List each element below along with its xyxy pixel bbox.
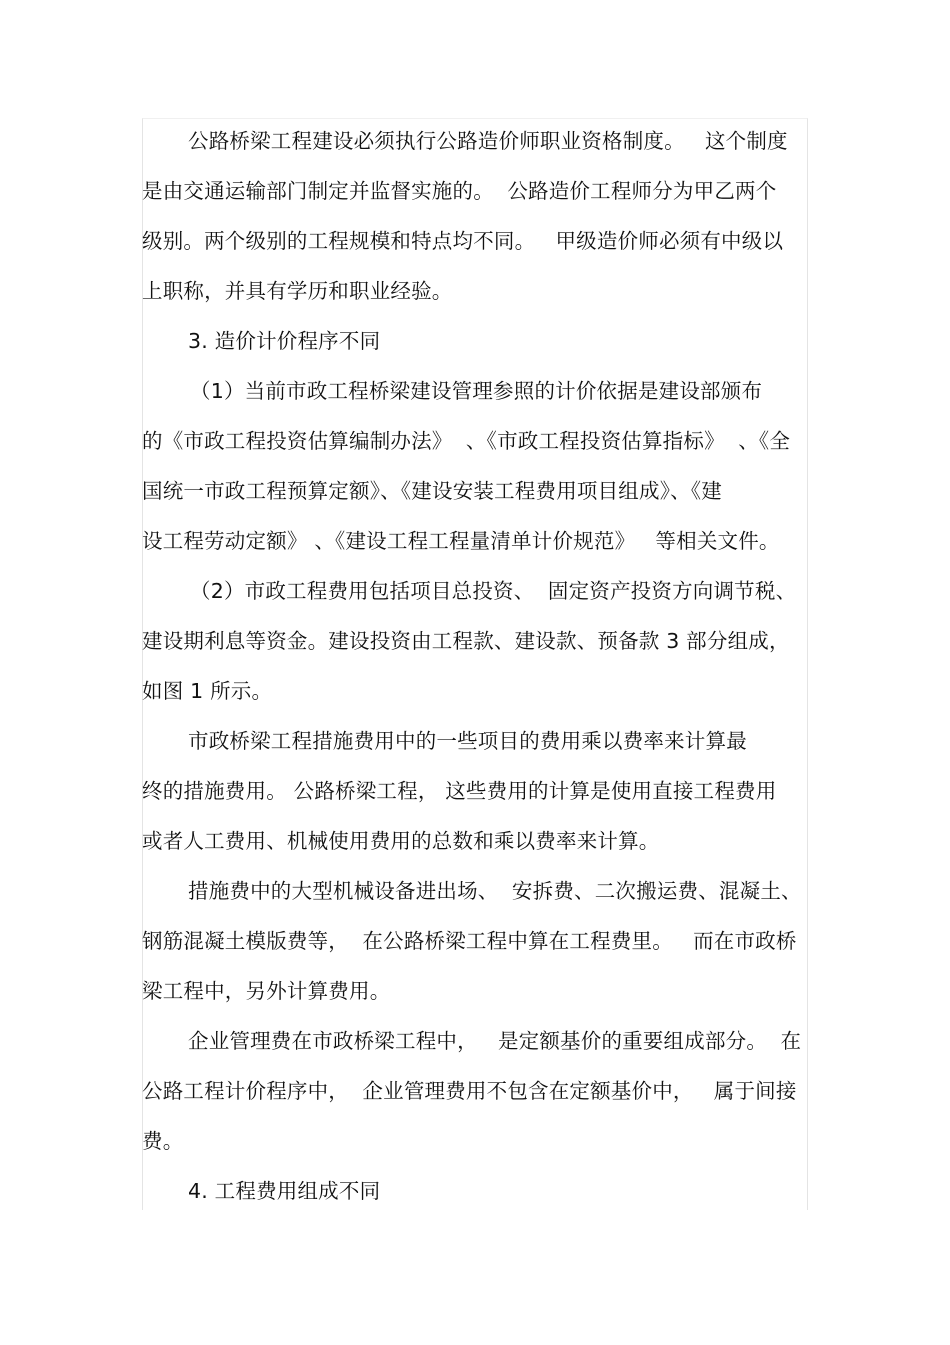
paragraph-line: 市政桥梁工程措施费用中的一些项目的费用乘以费率来计算最 <box>188 729 747 753</box>
paragraph-line: （2）市政工程费用包括项目总投资、 固定资产投资方向调节税、 <box>190 579 797 603</box>
paragraph-line: 终的措施费用。 公路桥梁工程， 这些费用的计算是使用直接工程费用 <box>142 779 777 803</box>
paragraph-line: 或者人工费用、机械使用费用的总数和乘以费率来计算。 <box>142 829 660 853</box>
paragraph-line: 措施费中的大型机械设备进出场、 安拆费、二次搬运费、混凝土、 <box>188 879 802 903</box>
paragraph-line: 是由交通运输部门制定并监督实施的。 公路造价工程师分为甲乙两个 <box>142 179 777 203</box>
paragraph-line: 设工程劳动定额》 、《建设工程工程量清单计价规范》 等相关文件。 <box>142 529 780 553</box>
paragraph-line: 的《市政工程投资估算编制办法》 、《市政工程投资估算指标》 、《全 <box>142 429 791 453</box>
paragraph-line: 钢筋混凝土模版费等， 在公路桥梁工程中算在工程费里。 而在市政桥 <box>142 929 797 953</box>
paragraph-line: （1）当前市政工程桥梁建设管理参照的计价依据是建设部颁布 <box>190 379 763 403</box>
paragraph-line: 费。 <box>142 1129 184 1153</box>
paragraph-line: 上职称，并具有学历和职业经验。 <box>142 279 453 303</box>
paragraph-line: 国统一市政工程预算定额》、《建设安装工程费用项目组成》、《建 <box>142 479 722 503</box>
paragraph-line: 级别。两个级别的工程规模和特点均不同。 甲级造价师必须有中级以 <box>142 229 784 253</box>
paragraph-line: 企业管理费在市政桥梁工程中， 是定额基价的重要组成部分。 在 <box>188 1029 802 1053</box>
paragraph-line: 梁工程中，另外计算费用。 <box>142 979 391 1003</box>
paragraph-line: 建设期利息等资金。建设投资由工程款、建设款、预备款 3 部分组成， <box>142 629 790 653</box>
paragraph-line: 如图 1 所示。 <box>142 679 273 703</box>
paragraph-line: 公路桥梁工程建设必须执行公路造价师职业资格制度。 这个制度 <box>188 129 788 153</box>
section-heading: 3. 造价计价程序不同 <box>188 329 381 353</box>
section-heading: 4. 工程费用组成不同 <box>188 1179 381 1203</box>
paragraph-line: 公路工程计价程序中， 企业管理费用不包含在定额基价中， 属于间接 <box>142 1079 797 1103</box>
